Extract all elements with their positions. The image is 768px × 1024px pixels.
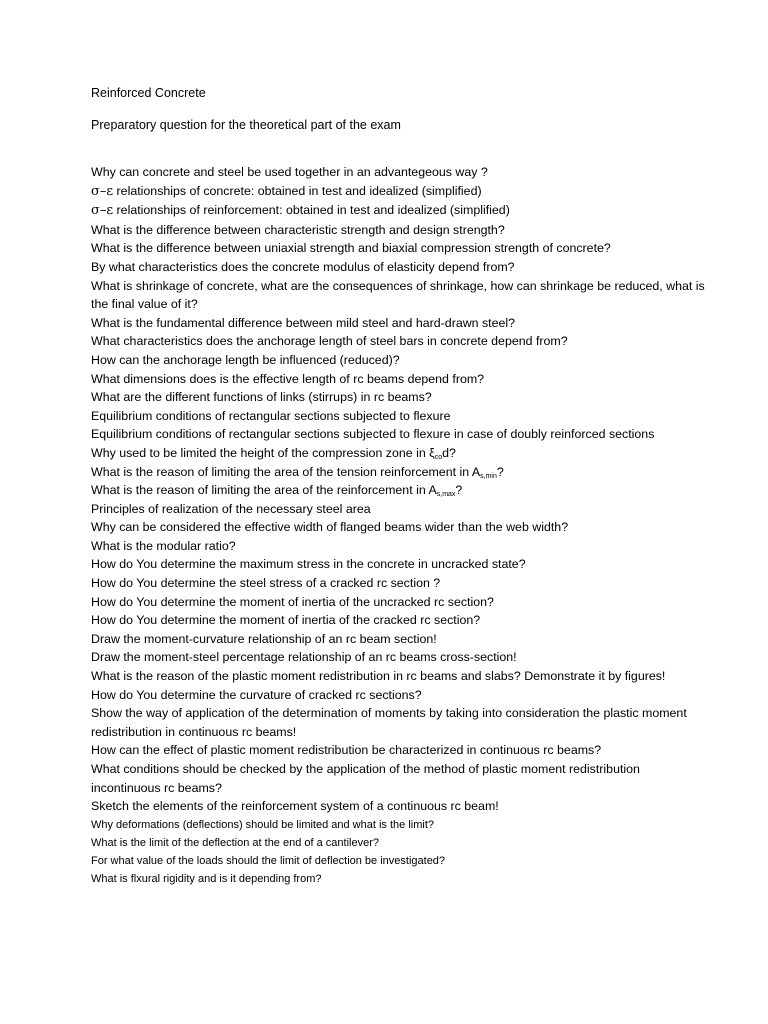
question-text: Why used to be limited the height of the compression zone in ξ [91, 445, 435, 460]
question-text: How do You determine the moment of inertia of the uncracked rc section? [91, 594, 494, 609]
question-text: How do You determine the curvature of cracked rc sections? [91, 687, 422, 702]
question-text: Show the way of application of the determination of moments by taking into consideration the plastic moment redistribution in continuous rc beams! [91, 706, 687, 739]
question-subscript: co [434, 453, 443, 461]
question-item [91, 797, 711, 816]
question-text: Why can concrete and steel be used together in an advantegeous way ? [91, 165, 488, 179]
question-item [91, 667, 711, 686]
question-text: What is shrinkage of concrete, what are the consequences of shrinkage, how can shrinkage be reduced, what is the final value of it? [91, 278, 705, 312]
question-item [91, 239, 711, 258]
question-text: What characteristics does the anchorage length of steel bars in concrete depend from? [91, 334, 568, 349]
question-item [91, 388, 711, 407]
document-subtitle: Preparatory question for the theoretical part of the exam [91, 118, 401, 132]
question-item [91, 201, 711, 221]
question-item [91, 686, 711, 705]
question-item [91, 574, 711, 593]
question-item [91, 221, 711, 240]
question-subscript: s,max [436, 491, 456, 499]
question-text: By what characteristics does the concrete modulus of elasticity depend from? [91, 259, 515, 274]
question-item [91, 277, 711, 314]
question-item [91, 258, 711, 277]
question-text: Why deformations (deflections) should be limited and what is the limit? [91, 818, 434, 831]
question-text: What is the difference between characteristic strength and design strength? [91, 222, 505, 237]
question-text: How can the anchorage length be influenced (reduced)? [91, 352, 400, 367]
document-page [91, 84, 711, 888]
question-text: Draw the moment-curvature relationship of an rc beam section! [91, 631, 437, 646]
question-text: What is the reason of limiting the area of the reinforcement in A [91, 483, 437, 498]
question-item [91, 630, 711, 649]
question-text: Equilibrium conditions of rectangular sections subjected to flexure in case of doubly reinforced sections [91, 427, 655, 442]
question-text: For what value of the loads should the limit of deflection be investigated? [91, 854, 446, 867]
question-item [91, 444, 711, 463]
question-item [91, 500, 711, 519]
question-item [91, 704, 711, 741]
question-item [91, 741, 711, 760]
question-text: Sketch the elements of the reinforcement system of a continuous rc beam! [91, 799, 499, 814]
question-item [91, 481, 711, 500]
question-text: relationships of concrete: obtained in test and idealized (simplified) [113, 183, 482, 198]
question-text: What is the reason of the plastic moment redistribution in rc beams and slabs? Demonstrate it by figures! [91, 669, 666, 684]
question-text-after: ? [496, 464, 504, 479]
document-title: Reinforced Concrete [91, 86, 206, 100]
question-item [91, 537, 711, 556]
question-text: What is the reason of limiting the area of the tension reinforcement in A [91, 464, 481, 479]
question-text: Principles of realization of the necessary steel area [91, 501, 371, 516]
question-text: What is the difference between uniaxial strength and biaxial compression strength of concrete? [91, 241, 611, 256]
question-item [91, 314, 711, 333]
question-item [91, 425, 711, 444]
question-item [91, 370, 711, 389]
question-text-after: ? [455, 483, 463, 498]
question-text: Equilibrium conditions of rectangular sections subjected to flexure [91, 408, 451, 423]
question-text: How do You determine the maximum stress in the concrete in uncracked state? [91, 557, 526, 572]
question-text: How can the effect of plastic moment redistribution be characterized in continuous rc beams? [91, 743, 602, 758]
question-item [91, 816, 711, 834]
question-item [91, 593, 711, 612]
question-item [91, 163, 711, 182]
sigma-epsilon-symbol: σ–ε [91, 203, 114, 219]
question-text: relationships of reinforcement: obtained in test and idealized (simplified) [113, 203, 510, 218]
sigma-epsilon-symbol: σ–ε [91, 183, 114, 199]
question-item [91, 852, 711, 870]
question-item [91, 760, 711, 797]
question-list [91, 163, 711, 888]
question-text: Why can be considered the effective width of flanged beams wider than the web width? [91, 520, 569, 535]
question-item [91, 518, 711, 537]
question-text: What dimensions does is the effective length of rc beams depend from? [91, 371, 485, 386]
question-text: What is the fundamental difference between mild steel and hard-drawn steel? [91, 315, 516, 330]
question-text: What are the different functions of links (stirrups) in rc beams? [91, 390, 432, 405]
question-item [91, 648, 711, 667]
question-item [91, 834, 711, 852]
question-text: What is flxural rigidity and is it depending from? [91, 872, 322, 885]
question-item [91, 870, 711, 888]
question-text: What conditions should be checked by the application of the method of plastic moment redistribution incontinuous rc beams? [91, 762, 640, 795]
question-item [91, 351, 711, 370]
question-text: Draw the moment-steel percentage relationship of an rc beams cross-section! [91, 650, 517, 665]
question-item [91, 555, 711, 574]
question-text: What is the limit of the deflection at the end of a cantilever? [91, 836, 379, 849]
question-text: How do You determine the moment of inertia of the cracked rc section? [91, 613, 481, 628]
question-subscript: s,min [480, 472, 497, 480]
question-item [91, 182, 711, 202]
question-text-after: d? [442, 445, 456, 460]
question-text: What is the modular ratio? [91, 538, 236, 553]
question-item [91, 407, 711, 426]
question-item [91, 611, 711, 630]
question-item [91, 463, 711, 482]
question-text: How do You determine the steel stress of a cracked rc section ? [91, 576, 441, 591]
question-item [91, 332, 711, 351]
